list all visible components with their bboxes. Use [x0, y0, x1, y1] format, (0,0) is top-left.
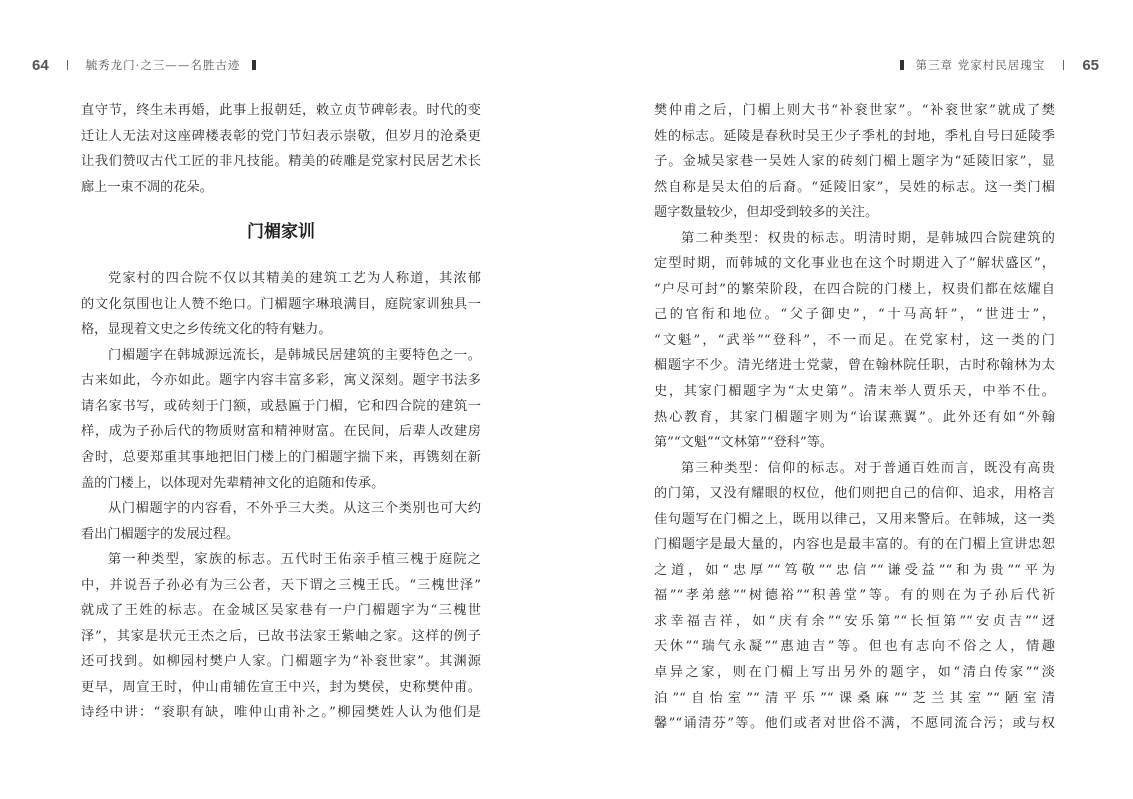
paragraph-line: 古来如此，今亦如此。题字内容丰富多彩，寓义深刻。题字书法多 — [81, 373, 481, 389]
paragraph-line: “户尽可封”的繁荣阶段，在四合院的门楼上，权贵们都在炫耀自 — [654, 281, 1055, 297]
paragraph-line: 求幸福吉祥，如“庆有余”“安乐第”“长恒第”“安贞吉”“迓 — [654, 613, 1055, 629]
paragraph-line: 史，其家门楣题字为“太史第”。清末举人贾乐天，中举不仕。 — [654, 384, 1055, 400]
left-body-text — [81, 98, 481, 726]
right-page — [566, 0, 1133, 799]
paragraph-line: 泊”“自怡室”“清平乐”“课桑麻”“芝兰其室”“陋室清 — [654, 690, 1055, 706]
paragraph-line: 看出门楣题字的发展过程。 — [81, 526, 240, 542]
paragraph-line: 格，显现着文史之乡传统文化的特有魅力。 — [81, 322, 332, 338]
paragraph-line: “文魁”，“武举”“登科”，不一而足。在党家村，这一类的门 — [654, 332, 1055, 348]
paragraph-line: 从门楣题字的内容看，不外乎三大类。从这三个类别也可大约 — [108, 501, 481, 517]
paragraph-line: 样，成为子孙后代的物质财富和精神财富。在民间，后辈人改建房 — [81, 424, 481, 440]
paragraph-line: 的门第，又没有耀眼的权位，他们则把自己的信仰、追求，用格言 — [654, 486, 1055, 502]
paragraph-line: 福”“孝弟慈”“树德裕”“积善堂”等。有的则在为子孙后代祈 — [654, 588, 1055, 604]
paragraph-line: 子。金城吴家巷一吴姓人家的砖刻门楣上题字为“延陵旧家”，显 — [654, 154, 1055, 170]
paragraph-line: 泽”，其家是状元王杰之后，已故书法家王紫岫之家。这样的例子 — [81, 628, 481, 644]
paragraph-line: 更早，周宣王时，仲山甫辅佐宣王中兴，封为樊侯，史称樊仲甫。 — [81, 679, 481, 695]
paragraph-line: 舍时，总要郑重其事地把旧门楼上的门楣题字揣下来，再镌刻在新 — [81, 450, 481, 466]
paragraph-line: 己的官衔和地位。“父子御史”，“十马高轩”，“世进士”， — [654, 307, 1055, 323]
paragraph-line: 让我们赞叹古代工匠的非凡技能。精美的砖雕是党家村民居艺术长 — [81, 154, 481, 170]
paragraph-line: 之道，如“忠厚”“笃敬”“忠信”“谦受益”“和为贵”“平为 — [654, 562, 1055, 578]
paragraph-line: 门楣题字在韩城源远流长，是韩城民居建筑的主要特色之一。 — [108, 347, 481, 363]
paragraph-line: 党家村的四合院不仅以其精美的建筑工艺为人称道，其浓郁 — [108, 271, 481, 287]
left-page-number: 64 — [32, 56, 49, 74]
paragraph-line: 还可找到。如柳园村樊户人家。门楣题字为“补衮世家”。其渊源 — [81, 654, 481, 670]
right-header-title: 第三章 党家村民居瑰宝 — [915, 58, 1046, 72]
paragraph-line: 馨”“诵清芬”等。他们或者对世俗不满，不愿同流合污；或与权 — [654, 716, 1055, 732]
header-block-marker — [252, 60, 256, 70]
section-title: 门楣家训 — [247, 222, 315, 243]
left-running-header — [32, 54, 268, 76]
paragraph-line: 题字数量较少，但却受到较多的关注。 — [654, 205, 879, 221]
header-block-marker — [900, 60, 904, 70]
paragraph-line: 定型时期，而韩城的文化事业也在这个时期进入了“解状盛区”， — [654, 256, 1055, 272]
paragraph-line: 然自称是吴太伯的后裔。“延陵旧家”，吴姓的标志。这一类门楣 — [654, 179, 1055, 195]
right-running-header — [888, 54, 1099, 76]
paragraph-line: 迁让人无法对这座碑楼表彰的党门节妇表示崇敬，但岁月的沧桑更 — [81, 128, 481, 144]
right-page-number: 65 — [1082, 56, 1099, 74]
paragraph-line: 姓的标志。延陵是春秋时吴王少子季札的封地，季札自号曰延陵季 — [654, 128, 1055, 144]
paragraph-line: 直守节，终生未再婚，此事上报朝廷，敕立贞节碑彰表。时代的变 — [81, 103, 481, 118]
left-page — [0, 0, 566, 799]
paragraph-line: 樊仲甫之后，门楣上则大书“补衮世家”。“补衮世家”就成了樊 — [654, 103, 1055, 118]
paragraph-line: 就成了王姓的标志。在金城区吴家巷有一户门楣题字为“三槐世 — [81, 603, 481, 619]
paragraph-line: 诗经中讲：“衮职有缺，唯仲山甫补之。”柳园樊姓人认为他们是 — [81, 705, 481, 721]
paragraph-line: 热心教育，其家门楣题字则为“诒谋燕翼”。此外还有如“外翰 — [654, 409, 1055, 425]
paragraph-line: 门楣题字是最大量的，内容也是最丰富的。有的在门楣上宣讲忠恕 — [654, 537, 1055, 553]
paragraph-line: 第”“文魁”“文林第”“登科”等。 — [654, 435, 834, 451]
paragraph-line: 楣题字不少。清光绪进士党蒙，曾在翰林院任职，古时称翰林为太 — [654, 358, 1055, 374]
header-divider — [67, 60, 68, 70]
paragraph-line: 卓异之家，则在门楣上写出另外的题字，如“清白传家”“淡 — [654, 665, 1055, 681]
paragraph-line: 廊上一束不凋的花朵。 — [81, 179, 213, 195]
paragraph-line: 的文化氛围也让人赞不绝口。门楣题字琳琅满目，庭院家训独具一 — [81, 296, 481, 312]
paragraph-line: 佳句题写在门楣之上，既用以律己，又用来警后。在韩城，这一类 — [654, 511, 1055, 527]
header-divider — [1063, 60, 1064, 70]
paragraph-line: 请名家书写，或砖刻于门额，或悬匾于门楣，它和四合院的建筑一 — [81, 398, 481, 414]
right-body-text — [654, 98, 1055, 737]
paragraph-line: 第三种类型：信仰的标志。对于普通百姓而言，既没有高贵 — [681, 460, 1055, 476]
paragraph-line: 中，并说吾子孙必有为三公者，天下谓之三槐王氏。“三槐世泽” — [81, 577, 481, 593]
left-header-title: 毓秀龙门·之三——名胜古迹 — [85, 58, 241, 72]
paragraph-line: 盖的门楼上，以体现对先辈精神文化的追随和传承。 — [81, 475, 385, 491]
paragraph-line: 第二种类型：权贵的标志。明清时期，是韩城四合院建筑的 — [681, 230, 1055, 246]
paragraph-line: 第一种类型，家族的标志。五代时王佑亲手植三槐于庭院之 — [108, 552, 481, 568]
paragraph-line: 天休”“瑞气永凝”“惠迪吉”等。但也有志向不俗之人，情趣 — [654, 639, 1055, 655]
